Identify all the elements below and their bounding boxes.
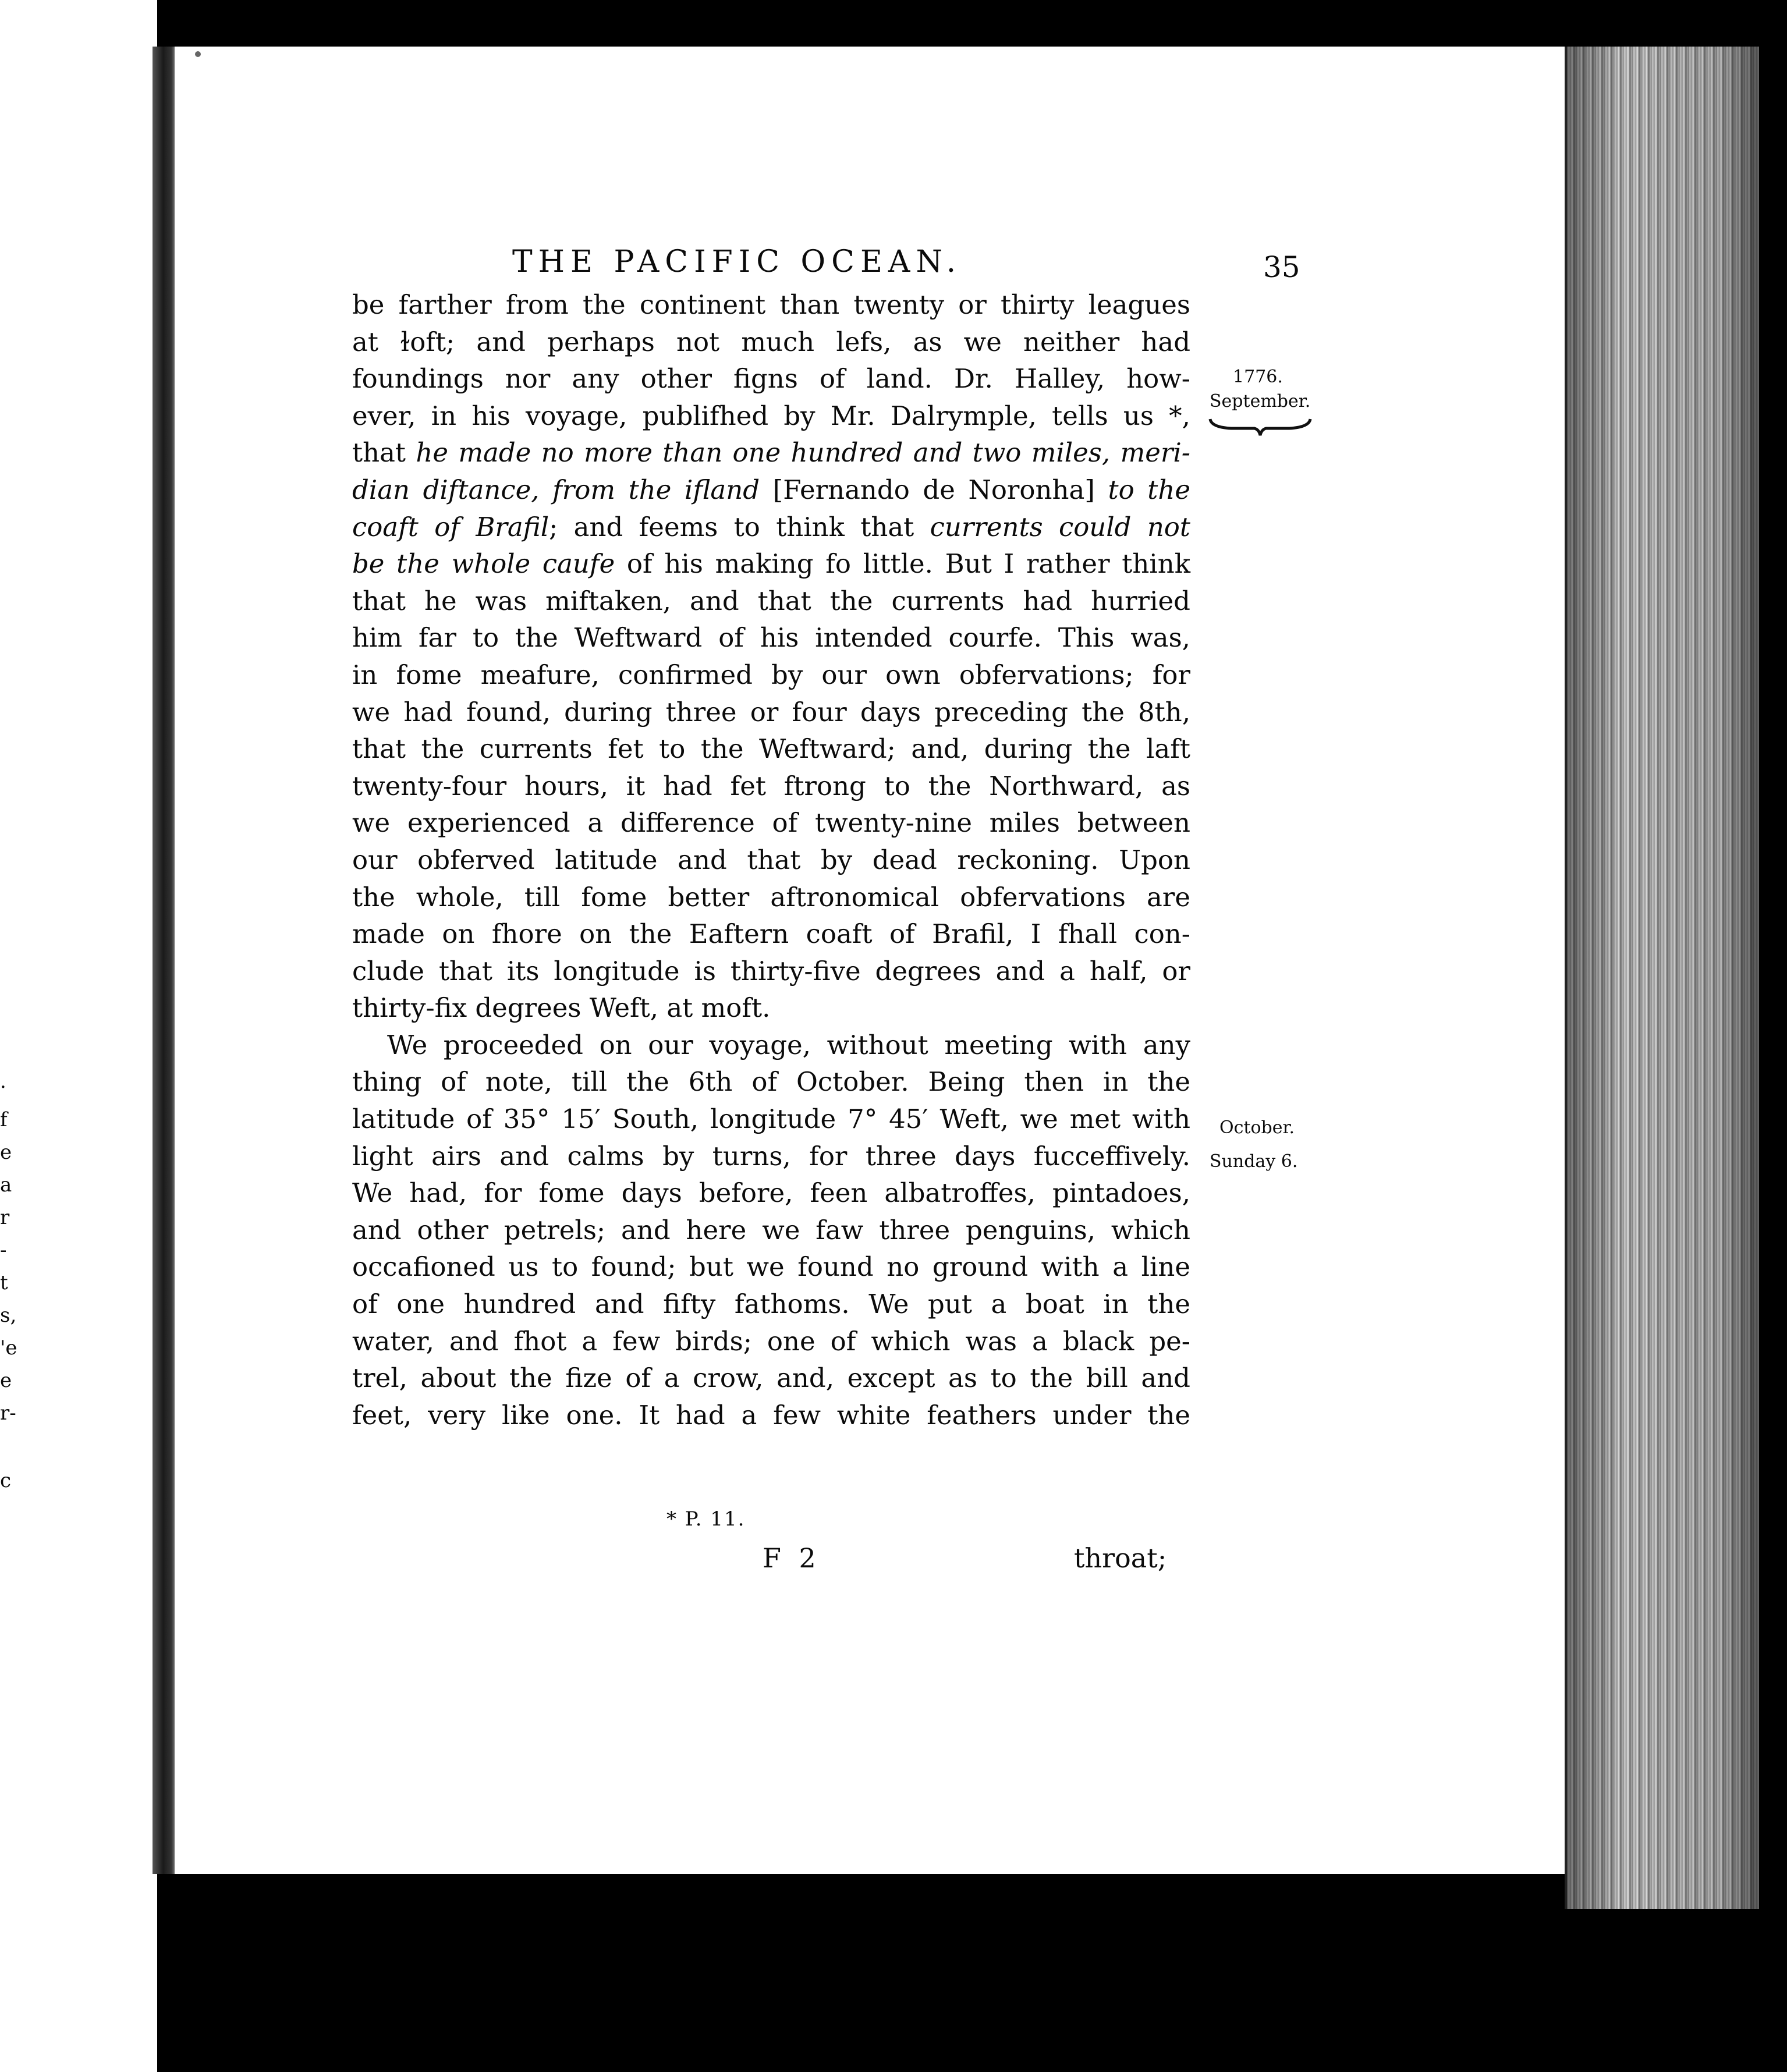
- text-line: our obferved latitude and that by dead reckoning. Upon: [352, 844, 1190, 875]
- margin-brace: [1208, 417, 1313, 437]
- text-line: we had found, during three or four days preceding the 8th,: [352, 696, 1190, 728]
- body-text: [352, 286, 1190, 1434]
- text-line: feet, very like one. It had a few white feathers under the: [352, 1399, 1190, 1431]
- italic-run: to the: [1108, 474, 1190, 505]
- text-line: thing of note, till the 6th of October. Being then in the: [352, 1066, 1190, 1098]
- left-fragment: r-: [0, 1402, 16, 1425]
- running-head: THE PACIFIC OCEAN.: [512, 244, 962, 279]
- text-line: that he was miftaken, and that the currents had hurried: [352, 585, 1190, 616]
- text-line: twenty-four hours, it had fet ftrong to the Northward, as: [352, 770, 1190, 801]
- footnote: * P. 11.: [666, 1507, 746, 1531]
- text-line: the whole, till fome better aftronomical obfervations are: [352, 881, 1190, 913]
- text-run: ; and feems to think that: [549, 511, 930, 542]
- fore-edge-shading: [1567, 47, 1759, 1909]
- text-run: that: [352, 437, 416, 469]
- italic-run: be the whole caufe: [352, 548, 615, 580]
- text-line-italic-mixed: [352, 509, 1190, 546]
- italic-run: dian diftance, from the ifland: [352, 474, 760, 505]
- text-line-italic-mixed: [352, 434, 1190, 471]
- italic-run: he made no more than one hundred and two miles, meri-: [416, 437, 1190, 469]
- text-line-italic-mixed: [352, 545, 1190, 583]
- left-fragment: a: [0, 1173, 12, 1197]
- corner-mark: [195, 51, 201, 57]
- margin-note-month: September.: [1210, 391, 1311, 411]
- text-line: we experienced a difference of twenty-nine miles between: [352, 807, 1190, 839]
- text-line: made on fhore on the Eaftern coaft of Brafil, I fhall con-: [352, 918, 1190, 950]
- text-line: occafioned us to found; but we found no ground with a line: [352, 1251, 1190, 1283]
- left-fragment: 'e: [0, 1336, 17, 1360]
- page-fore-edges: [1565, 47, 1759, 1909]
- text-line: in fome meafure, confirmed by our own obfervations; for: [352, 659, 1190, 690]
- left-fragment: -: [0, 1239, 7, 1262]
- left-fragment: c: [0, 1469, 12, 1492]
- left-fragment: e: [0, 1369, 12, 1392]
- text-line: of one hundred and fifty fathoms. We put a boat in the: [352, 1289, 1190, 1320]
- margin-note-sunday: Sunday 6.: [1210, 1151, 1298, 1172]
- left-fragment: e: [0, 1141, 12, 1164]
- text-line: trel, about the fize of a crow, and, except as to the bill and: [352, 1363, 1190, 1394]
- text-line: clude that its longitude is thirty-five degrees and a half, or: [352, 955, 1190, 987]
- left-fragment: t: [0, 1271, 8, 1294]
- margin-note-october: October.: [1219, 1117, 1295, 1138]
- signature-mark: F 2: [763, 1542, 821, 1574]
- left-fragment: f: [0, 1108, 8, 1131]
- text-line: ever, in his voyage, publifhed by Mr. Dalrymple, tells us *,: [352, 400, 1190, 431]
- text-line: latitude of 35° 15′ South, longitude 7° 45′ Weft, we met with: [352, 1104, 1190, 1135]
- italic-run: currents could not: [930, 511, 1190, 542]
- text-line: foundings nor any other figns of land. Dr. Halley, how-: [352, 363, 1190, 395]
- text-run: of his making fo little. But I rather think: [615, 548, 1190, 580]
- italic-run: coaft of Brafil: [352, 511, 549, 542]
- text-line: at ɫoft; and perhaps not much lefs, as we neither had: [352, 326, 1190, 357]
- left-fragment: ·: [0, 1076, 6, 1099]
- page-number: 35: [1263, 250, 1300, 284]
- text-line: We had, for fome days before, feen albatroffes, pintadoes,: [352, 1177, 1190, 1209]
- text-line: water, and fhot a few birds; one of which was a black pe-: [352, 1325, 1190, 1357]
- left-fragment: r: [0, 1206, 10, 1229]
- text-line-italic-mixed: [352, 471, 1190, 509]
- text-line: that the currents fet to the Weftward; and, during the laft: [352, 733, 1190, 765]
- text-line: and other petrels; and here we faw three penguins, which: [352, 1214, 1190, 1246]
- margin-note-year: 1776.: [1233, 367, 1283, 387]
- left-facing-page: [0, 0, 157, 2072]
- text-line: We proceeded on our voyage, without meeting with any: [387, 1029, 1190, 1060]
- left-page-fragments: [0, 1071, 23, 1497]
- catchword: throat;: [1074, 1542, 1167, 1574]
- text-run: [Fernando de Noronha]: [760, 474, 1108, 505]
- left-fragment: s,: [0, 1304, 17, 1327]
- text-line: him far to the Weftward of his intended courfe. This was,: [352, 622, 1190, 654]
- text-line: light airs and calms by turns, for three days fucceffively.: [352, 1140, 1190, 1172]
- text-line: be farther from the continent than twenty or thirty leagues: [352, 289, 1190, 320]
- text-line: thirty-fix degrees Weft, at moft.: [352, 992, 771, 1024]
